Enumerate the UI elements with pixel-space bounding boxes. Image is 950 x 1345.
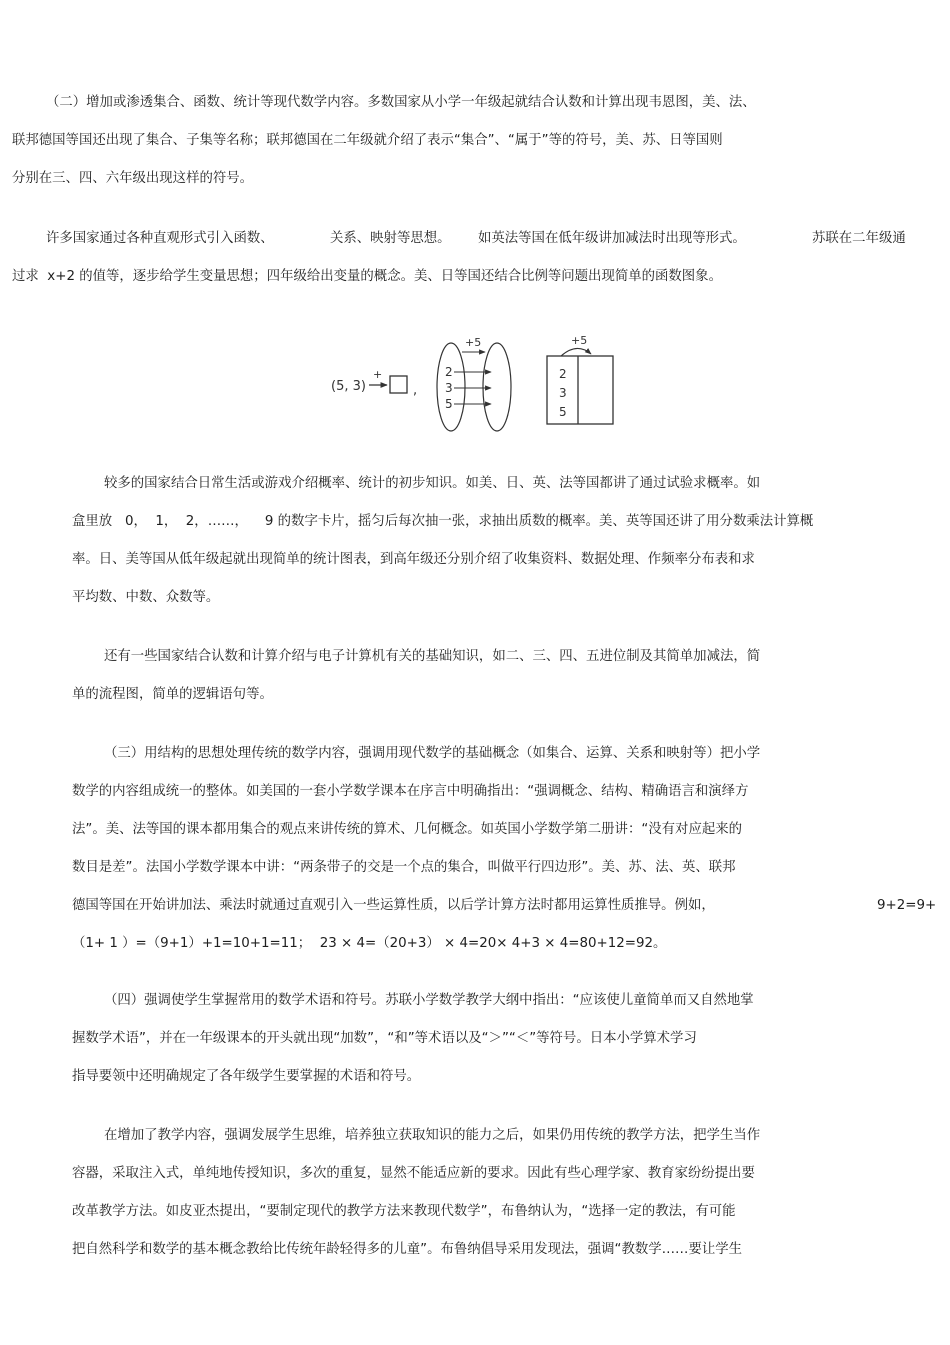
p7-line-3: 改革教学方法。如皮亚杰提出，“要制定现代的教学方法来教现代数学”，布鲁纳认为，“选择一定的教法，有可能 [72, 1204, 736, 1219]
blank-answer-box [390, 376, 407, 393]
mapping-rule-label: +5 [465, 336, 482, 349]
p6-line-2: 握数学术语”，并在一年级课本的开头就出现“加数”，“和”等术语以及“＞”“＜”等符号。日本小学算术学习 [72, 1031, 697, 1046]
p7-line-4: 把自然科学和数学的基本概念教给比传统年龄轻得多的儿童”。布鲁纳倡导采用发现法，强调“教数学……要让学生 [72, 1242, 743, 1257]
p5-equation-line: （1+ 1 ）=（9+1）+1=10+1=11； 23 × 4=（20+3） × 4=20× 4+3 × 4=80+12=92。 [72, 936, 667, 951]
p6-line-3: 指导要领中还明确规定了各年级学生要掌握的术语和符号。 [72, 1069, 421, 1084]
p5-line-1: （三）用结构的思想处理传统的数学内容，强调用现代数学的基础概念（如集合、运算、关系和映射等）把小学 [104, 746, 761, 761]
p4-line-2: 单的流程图，简单的逻辑语句等。 [72, 687, 273, 702]
function-illustration [325, 332, 625, 434]
p2-line-1b: 关系、映射等思想。 [330, 231, 451, 246]
p3-line-4: 平均数、中数、众数等。 [72, 590, 220, 605]
p5-equation-start: 9+2=9+ [877, 898, 937, 913]
p3-line-2: 盒里放 0， 1， 2，……， 9 的数字卡片，摇匀后每次抽一张，求抽出质数的概率。美、英等国还讲了用分数乘法计算概 [72, 514, 814, 529]
map-value: 5 [445, 397, 453, 411]
table-rule-arrow [561, 348, 591, 356]
p2-line-1c: 如英法等国在低年级讲加减法时出现等形式。 [478, 231, 746, 246]
table-value: 2 [559, 367, 567, 381]
table-value: 5 [559, 405, 567, 419]
p2-line-1d: 苏联在二年级通 [812, 231, 906, 246]
map-value: 3 [445, 381, 453, 395]
p1-line-1: （二）增加或渗透集合、函数、统计等现代数学内容。多数国家从小学一年级起就结合认数和计算出现韦恩图，美、法、 [46, 95, 756, 110]
range-ellipse [483, 343, 511, 431]
table-rule-label: +5 [571, 334, 588, 347]
function-table [547, 356, 613, 424]
p2-line-1a: 许多国家通过各种直观形式引入函数、 [46, 231, 274, 246]
map-value: 2 [445, 365, 453, 379]
plus-operator: + [373, 368, 383, 381]
p6-line-1: （四）强调使学生掌握常用的数学术语和符号。苏联小学数学教学大纲中指出：“应该使儿童简单而又自然地掌 [104, 993, 754, 1008]
p1-line-2: 联邦德国等国还出现了集合、子集等名称；联邦德国在二年级就介绍了表示“集合”、“属于”等的符号，美、苏、日等国则 [12, 133, 723, 148]
figure-comma: , [413, 383, 418, 398]
p7-line-1: 在增加了教学内容，强调发展学生思维，培养独立获取知识的能力之后，如果仍用传统的教学方法，把学生当作 [104, 1128, 761, 1143]
p5-line-5: 德国等国在开始讲加法、乘法时就通过直观引入一些运算性质，以后学计算方法时都用运算性质推导。例如， [72, 898, 715, 913]
function-figure-svg [325, 332, 625, 434]
p4-line-1: 还有一些国家结合认数和计算介绍与电子计算机有关的基础知识，如二、三、四、五进位制及其简单加减法，简 [104, 649, 761, 664]
ordered-pair-label: (5, 3) [331, 379, 366, 394]
p7-line-2: 容器，采取注入式，单纯地传授知识，多次的重复，显然不能适应新的要求。因此有些心理学家、教育家纷纷提出要 [72, 1166, 755, 1181]
table-value: 3 [559, 386, 567, 400]
p5-line-3: 法”。美、法等国的课本都用集合的观点来讲传统的算术、几何概念。如英国小学数学第二册讲：“没有对应起来的 [72, 822, 743, 837]
p5-line-2: 数学的内容组成统一的整体。如美国的一套小学数学课本在序言中明确指出：“强调概念、结构、精确语言和演绎方 [72, 784, 749, 799]
p3-line-1: 较多的国家结合日常生活或游戏介绍概率、统计的初步知识。如美、日、英、法等国都讲了通过试验求概率。如 [104, 476, 761, 491]
p2-line-2: 过求 x+2 的值等，逐步给学生变量思想；四年级给出变量的概念。美、日等国还结合比例等问题出现简单的函数图象。 [12, 269, 722, 284]
p3-line-3: 率。日、美等国从低年级起就出现简单的统计图表，到高年级还分别介绍了收集资料、数据处理、作频率分布表和求 [72, 552, 755, 567]
p5-line-4: 数目是差”。法国小学数学课本中讲：“两条带子的交是一个点的集合，叫做平行四边形”。美、苏、法、英、联邦 [72, 860, 736, 875]
p1-line-3: 分别在三、四、六年级出现这样的符号。 [12, 171, 254, 186]
